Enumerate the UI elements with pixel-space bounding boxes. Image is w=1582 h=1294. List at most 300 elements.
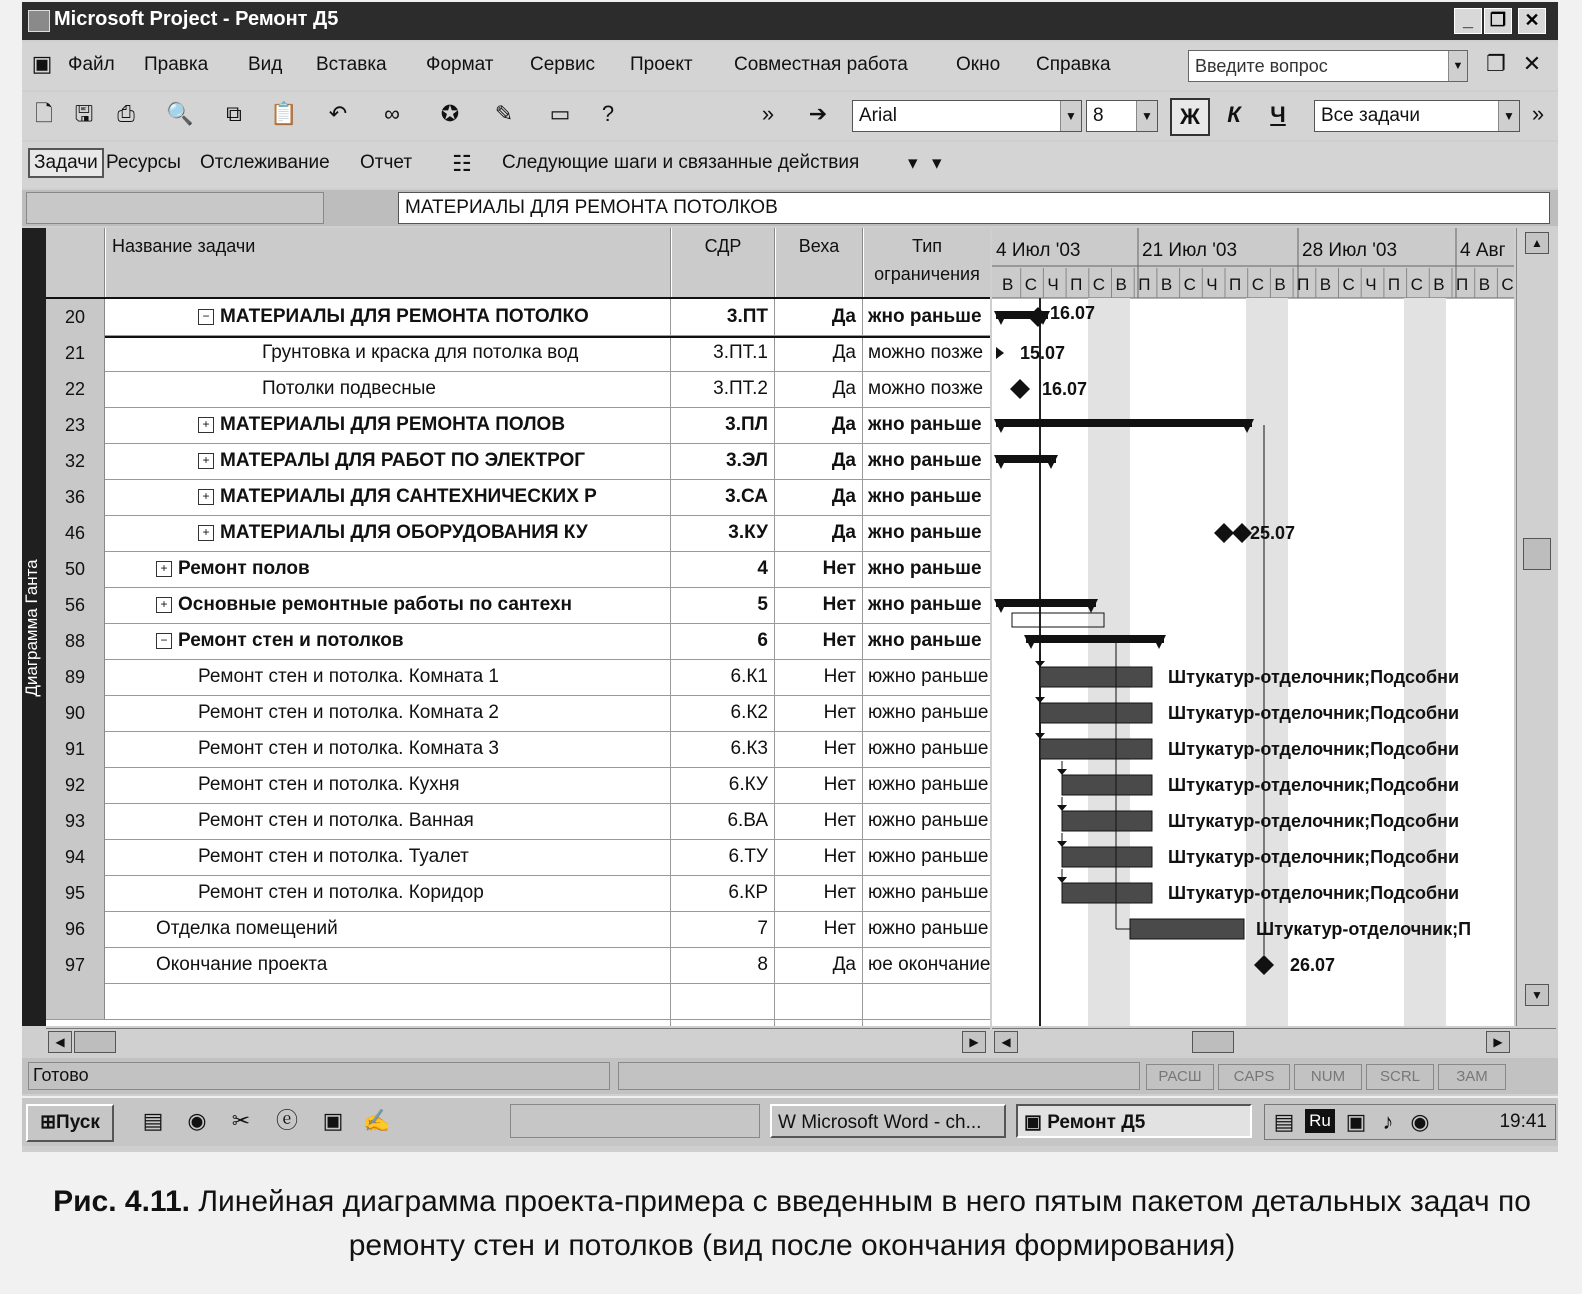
constraint-cell[interactable]: можно позже bbox=[868, 342, 984, 363]
row-id[interactable]: 50 bbox=[46, 551, 105, 587]
expand-icon[interactable]: + bbox=[156, 597, 172, 613]
row-id[interactable]: 20 bbox=[46, 299, 105, 335]
constraint-cell[interactable]: жно раньше bbox=[868, 630, 982, 651]
milestone-date-97: 26.07 bbox=[1290, 955, 1336, 975]
resource-label-94: Штукатур-отделочник;Подсобни bbox=[1168, 847, 1460, 867]
task-name-cell[interactable] bbox=[106, 407, 670, 443]
wbs-cell[interactable]: 3.ПТ.1 bbox=[713, 342, 768, 363]
row-header-corner[interactable] bbox=[46, 228, 105, 299]
table-row[interactable] bbox=[46, 911, 990, 948]
task-name: Окончание проекта bbox=[156, 954, 328, 975]
dependency-arrow bbox=[1035, 661, 1045, 667]
browser-icon[interactable]: ⓔ bbox=[275, 1108, 298, 1133]
resource-label-91: Штукатур-отделочник;Подсобни bbox=[1168, 739, 1460, 759]
guide-toggle-icon[interactable]: ☷ bbox=[452, 151, 472, 176]
menu-insert[interactable]: Вставка bbox=[316, 54, 387, 75]
milestone-cell[interactable]: Нет bbox=[822, 630, 856, 651]
timescale-week-label: 28 Июл '03 bbox=[1302, 240, 1398, 261]
help-icon[interactable]: ? bbox=[601, 101, 615, 126]
wbs-cell[interactable]: 3.КУ bbox=[728, 522, 768, 543]
window-title: Microsoft Project - Ремонт Д5 bbox=[54, 8, 339, 30]
task-name-cell[interactable] bbox=[106, 479, 670, 515]
task-name-cell[interactable] bbox=[106, 767, 670, 803]
constraint-cell[interactable]: южно раньше bbox=[868, 882, 989, 903]
table-row[interactable] bbox=[46, 479, 990, 516]
vertical-scrollbar[interactable] bbox=[1516, 228, 1557, 1026]
row-id[interactable] bbox=[46, 983, 105, 1019]
milestone-cell[interactable]: Нет bbox=[823, 702, 856, 723]
scroll-thumb[interactable] bbox=[74, 1031, 116, 1053]
task-name-cell[interactable] bbox=[106, 371, 670, 407]
timescale-day-label: С bbox=[1342, 275, 1355, 294]
row-id[interactable]: 92 bbox=[46, 767, 105, 803]
entry-field-value: МАТЕРИАЛЫ ДЛЯ РЕМОНТА ПОТОЛКОВ bbox=[405, 197, 778, 218]
task-name: Ремонт полов bbox=[178, 558, 310, 579]
expand-icon[interactable]: + bbox=[198, 489, 214, 505]
wbs-cell[interactable]: 6.КР bbox=[728, 882, 768, 903]
milestone-cell[interactable]: Да bbox=[831, 450, 856, 471]
constraint-cell[interactable]: южно раньше bbox=[868, 738, 989, 759]
milestone-21 bbox=[996, 347, 1004, 359]
volume-icon[interactable]: ♪ bbox=[1382, 1109, 1394, 1134]
expand-icon[interactable]: + bbox=[198, 525, 214, 541]
windows-logo-icon: ⊞ bbox=[40, 1112, 57, 1133]
menu-view[interactable]: Вид bbox=[248, 54, 283, 75]
task-name-cell[interactable] bbox=[106, 299, 670, 335]
milestone-cell[interactable]: Да bbox=[831, 306, 856, 327]
resource-label-95: Штукатур-отделочник;Подсобни bbox=[1168, 883, 1460, 903]
task-bar-91 bbox=[1040, 739, 1152, 759]
timescale-day-label: П bbox=[1070, 275, 1083, 294]
arrow-right-icon[interactable]: ➔ bbox=[808, 101, 828, 126]
row-id[interactable]: 90 bbox=[46, 695, 105, 731]
table-row[interactable] bbox=[46, 299, 990, 336]
next-steps-dropdown[interactable]: Следующие шаги и связанные действия bbox=[502, 152, 860, 173]
task-name: Ремонт стен и потолка. Комната 2 bbox=[198, 702, 499, 723]
wbs-cell[interactable]: 3.ПТ bbox=[726, 306, 768, 327]
chevron-down-icon[interactable]: ▼ bbox=[1498, 101, 1519, 131]
copy-picture-icon[interactable]: ▭ bbox=[549, 101, 571, 126]
view-bar[interactable] bbox=[22, 228, 46, 1026]
task-name-cell[interactable] bbox=[106, 551, 670, 587]
menu-file[interactable]: Файл bbox=[68, 54, 115, 75]
gantt-chart[interactable] bbox=[992, 228, 1514, 1026]
table-row[interactable] bbox=[46, 803, 990, 840]
summary-bar-88 bbox=[1026, 635, 1164, 643]
column-header-constraint-line1: Тип bbox=[911, 236, 942, 256]
task-name-cell[interactable] bbox=[106, 443, 670, 479]
wbs-cell[interactable]: 6.К3 bbox=[730, 738, 768, 759]
desktop-icon[interactable]: ▤ bbox=[142, 1108, 164, 1133]
constraint-cell[interactable]: южно раньше bbox=[868, 846, 989, 867]
view-bar-label: Диаграмма Ганта bbox=[22, 559, 41, 697]
milestone-20 bbox=[1028, 307, 1048, 327]
dependency-arrow bbox=[1057, 805, 1067, 811]
milestone-cell[interactable]: Нет bbox=[823, 774, 856, 795]
timescale-day-label: В bbox=[1115, 275, 1127, 294]
timescale-day-label: П bbox=[1456, 275, 1469, 294]
row-id[interactable]: 23 bbox=[46, 407, 105, 443]
status-ovr-indicator: ЗАМ bbox=[1438, 1064, 1506, 1090]
copy-icon[interactable]: ⧉ bbox=[226, 101, 242, 126]
task-name-cell[interactable] bbox=[106, 911, 670, 947]
gantt-chart-svg bbox=[992, 228, 1514, 1026]
task-name-cell[interactable] bbox=[106, 587, 670, 623]
menu-format[interactable]: Формат bbox=[426, 54, 494, 75]
taskbar-project-button[interactable] bbox=[1016, 1104, 1252, 1138]
task-bar-96 bbox=[1130, 919, 1244, 939]
start-button[interactable] bbox=[26, 1104, 114, 1142]
task-bar-95 bbox=[1062, 883, 1152, 903]
task-name-cell[interactable] bbox=[106, 731, 670, 767]
timescale-day-label: С bbox=[1183, 275, 1196, 294]
task-name: МАТЕРИАЛЫ ДЛЯ ОБОРУДОВАНИЯ КУ bbox=[220, 522, 588, 543]
monitor-icon[interactable]: ▣ bbox=[1345, 1109, 1367, 1134]
row-id[interactable]: 32 bbox=[46, 443, 105, 479]
italic-button[interactable]: К bbox=[1227, 102, 1241, 127]
task-name: Ремонт стен и потолка. Ванная bbox=[198, 810, 474, 831]
taskbar bbox=[22, 1096, 1558, 1146]
wbs-cell[interactable]: 5 bbox=[757, 594, 768, 615]
dependency-arrow bbox=[1057, 841, 1067, 847]
guide-tasks-button[interactable]: Задачи bbox=[28, 148, 104, 178]
document-icon[interactable]: ▣ bbox=[31, 51, 53, 76]
ask-question-input[interactable] bbox=[1188, 50, 1468, 82]
scroll-left-icon[interactable]: ◀ bbox=[994, 1031, 1018, 1053]
task-name-cell[interactable] bbox=[106, 695, 670, 731]
column-header-constraint[interactable] bbox=[864, 228, 990, 299]
timescale-day-label: С bbox=[1501, 275, 1514, 294]
expand-icon[interactable]: + bbox=[198, 453, 214, 469]
menu-help[interactable]: Справка bbox=[1036, 54, 1111, 75]
timescale-week-label: 4 Авг bbox=[1460, 240, 1506, 261]
table-row[interactable] bbox=[46, 767, 990, 804]
restore-button[interactable]: ❐ bbox=[1484, 8, 1512, 34]
milestone-cell[interactable]: Нет bbox=[822, 558, 856, 579]
table-row[interactable] bbox=[46, 659, 990, 696]
row-id[interactable]: 89 bbox=[46, 659, 105, 695]
print-icon[interactable]: ⎙ bbox=[117, 101, 135, 126]
expand-icon[interactable]: + bbox=[156, 561, 172, 577]
scroll-thumb[interactable] bbox=[1192, 1031, 1234, 1053]
timescale-day-label: В bbox=[1478, 275, 1491, 294]
milestone-cell[interactable]: Да bbox=[832, 378, 856, 399]
table-row[interactable] bbox=[46, 695, 990, 732]
column-header-milestone[interactable] bbox=[776, 228, 863, 299]
chevron-down-icon[interactable]: ▼ bbox=[1136, 101, 1157, 131]
scroll-right-icon[interactable]: ▶ bbox=[962, 1031, 986, 1053]
wbs-cell[interactable]: 3.ЭЛ bbox=[726, 450, 768, 471]
column-header-name[interactable] bbox=[106, 228, 671, 299]
task-name: Ремонт стен и потолка. Комната 1 bbox=[198, 666, 499, 687]
column-header-milestone-label: Веха bbox=[798, 236, 840, 256]
table-row[interactable] bbox=[46, 335, 990, 372]
table-row[interactable] bbox=[46, 947, 990, 984]
milestone-cell[interactable]: Да bbox=[831, 486, 856, 507]
task-name: Ремонт стен и потолка. Туалет bbox=[198, 846, 469, 867]
constraint-cell[interactable]: южно раньше bbox=[868, 702, 989, 723]
guide-report-button[interactable]: Отчет bbox=[360, 152, 413, 173]
clock: 19:41 bbox=[1499, 1111, 1547, 1132]
language-indicator[interactable]: Ru bbox=[1305, 1109, 1335, 1133]
milestone-cell[interactable]: Нет bbox=[823, 846, 856, 867]
milestone-date-22: 16.07 bbox=[1042, 379, 1088, 399]
timescale-day-label: В bbox=[1319, 275, 1332, 294]
menu-window[interactable]: Окно bbox=[956, 54, 1001, 75]
timescale-day-label: С bbox=[1024, 275, 1037, 294]
milestone-cell[interactable]: Нет bbox=[823, 738, 856, 759]
timescale-day-label: П bbox=[1138, 275, 1151, 294]
split-icon[interactable]: ✎ bbox=[494, 101, 514, 126]
wbs-cell[interactable]: 6.ТУ bbox=[728, 846, 768, 867]
row-id[interactable]: 91 bbox=[46, 731, 105, 767]
milestone-cell[interactable]: Да bbox=[832, 954, 856, 975]
resource-label-90: Штукатур-отделочник;Подсобни bbox=[1168, 703, 1460, 723]
wbs-cell[interactable]: 3.ПЛ bbox=[725, 414, 768, 435]
timescale-day-label: В bbox=[1002, 275, 1014, 294]
constraint-cell[interactable]: жно раньше bbox=[868, 306, 982, 327]
task-bar-92 bbox=[1062, 775, 1152, 795]
constraint-cell[interactable]: жно раньше bbox=[868, 486, 982, 507]
chevron-down-icon[interactable]: ▼ bbox=[1448, 51, 1467, 81]
figure-caption bbox=[22, 1180, 1562, 1268]
table-row[interactable] bbox=[46, 515, 990, 552]
task-bar-94 bbox=[1062, 847, 1152, 867]
system-tray bbox=[1264, 1104, 1556, 1140]
column-header-wbs[interactable] bbox=[672, 228, 775, 299]
table-row[interactable] bbox=[46, 623, 990, 660]
status-caps-indicator: CAPS bbox=[1218, 1064, 1290, 1090]
entry-bar bbox=[22, 190, 1558, 226]
font-size-select[interactable] bbox=[1086, 100, 1158, 132]
menu-bar bbox=[22, 42, 1558, 90]
row-id[interactable]: 56 bbox=[46, 587, 105, 623]
more-buttons-icon[interactable]: » bbox=[761, 101, 775, 126]
app-icon bbox=[28, 10, 50, 32]
entry-bar-left bbox=[26, 192, 324, 224]
chevron-down-icon[interactable]: ▾ bbox=[908, 153, 918, 174]
row-id[interactable]: 36 bbox=[46, 479, 105, 515]
row-id[interactable]: 94 bbox=[46, 839, 105, 875]
taskbar-word-button[interactable] bbox=[770, 1104, 1006, 1138]
wbs-cell[interactable]: 3.СА bbox=[725, 486, 768, 507]
taskbar-empty-button[interactable] bbox=[510, 1104, 760, 1138]
wbs-cell[interactable]: 6.К2 bbox=[730, 702, 768, 723]
table-row[interactable] bbox=[46, 731, 990, 768]
print-preview-icon[interactable]: 🔍 bbox=[166, 101, 194, 126]
task-name-cell[interactable] bbox=[106, 623, 670, 659]
task-name-cell[interactable] bbox=[106, 947, 670, 983]
dependency-arrow bbox=[1057, 877, 1067, 883]
table-row[interactable] bbox=[46, 443, 990, 480]
wbs-cell[interactable]: 7 bbox=[757, 918, 768, 939]
milestone-cell[interactable]: Нет bbox=[822, 594, 856, 615]
wbs-cell[interactable]: 8 bbox=[757, 954, 768, 975]
table-horizontal-scrollbar[interactable] bbox=[46, 1028, 990, 1055]
scroll-thumb[interactable] bbox=[1523, 538, 1551, 570]
milestone-cell[interactable]: Да bbox=[832, 342, 856, 363]
task-name: МАТЕРИАЛЫ ДЛЯ РЕМОНТА ПОЛОВ bbox=[220, 414, 566, 435]
toolbar-options-icon[interactable]: » bbox=[1531, 101, 1545, 126]
milestone-cell[interactable]: Нет bbox=[823, 810, 856, 831]
close-button[interactable]: ✕ bbox=[1518, 8, 1546, 34]
menu-collaborate[interactable]: Совместная работа bbox=[734, 54, 908, 75]
task-bar-93 bbox=[1062, 811, 1152, 831]
status-scrl-indicator: SCRL bbox=[1366, 1064, 1434, 1090]
paste-icon[interactable]: 📋 bbox=[270, 101, 298, 126]
gantt-horizontal-scrollbar[interactable] bbox=[992, 1028, 1556, 1055]
chevron-down-icon[interactable]: ▼ bbox=[1060, 101, 1081, 131]
wbs-cell[interactable]: 6.КУ bbox=[728, 774, 768, 795]
resource-label-92: Штукатур-отделочник;Подсобни bbox=[1168, 775, 1460, 795]
collapse-icon[interactable]: − bbox=[198, 309, 214, 325]
constraint-cell[interactable]: жно раньше bbox=[868, 558, 982, 579]
media-icon[interactable]: ◉ bbox=[187, 1108, 207, 1133]
row-id[interactable]: 88 bbox=[46, 623, 105, 659]
nonworking-time-band bbox=[1246, 298, 1288, 1026]
scroll-down-icon[interactable]: ▼ bbox=[1525, 984, 1549, 1006]
timescale-week-label: 4 Июл '03 bbox=[996, 240, 1081, 261]
status-ext-indicator: РАСШ bbox=[1146, 1064, 1214, 1090]
resource-label-93: Штукатур-отделочник;Подсобни bbox=[1168, 811, 1460, 831]
task-name-cell[interactable] bbox=[106, 335, 670, 371]
timescale-day-label: Ч bbox=[1047, 275, 1059, 294]
filter-select[interactable] bbox=[1314, 100, 1520, 132]
table-row[interactable] bbox=[46, 551, 990, 588]
milestone-cell[interactable]: Да bbox=[831, 414, 856, 435]
row-id[interactable]: 93 bbox=[46, 803, 105, 839]
task-name: Отделка помещений bbox=[156, 918, 338, 939]
task-name: Ремонт стен и потолка. Кухня bbox=[198, 774, 460, 795]
milestone-46a bbox=[1214, 523, 1234, 543]
task-name: Потолки подвесные bbox=[262, 378, 436, 399]
constraint-cell[interactable]: южно раньше bbox=[868, 918, 989, 939]
table-row[interactable] bbox=[46, 407, 990, 444]
wbs-cell[interactable]: 3.ПТ.2 bbox=[713, 378, 768, 399]
bold-button[interactable]: Ж bbox=[1170, 98, 1210, 136]
wbs-cell[interactable]: 4 bbox=[757, 558, 768, 579]
editor-icon[interactable]: ✍ bbox=[363, 1108, 391, 1133]
entry-field[interactable] bbox=[398, 192, 1550, 224]
milestone-cell[interactable]: Нет bbox=[823, 666, 856, 687]
scroll-left-icon[interactable]: ◀ bbox=[48, 1031, 72, 1053]
table-row[interactable] bbox=[46, 839, 990, 876]
timescale-day-label: П bbox=[1387, 275, 1401, 294]
milestone-date-20: 16.07 bbox=[1050, 303, 1096, 323]
milestone-cell[interactable]: Нет bbox=[823, 882, 856, 903]
menu-tools[interactable]: Сервис bbox=[530, 54, 596, 75]
constraint-cell[interactable]: жно раньше bbox=[868, 450, 982, 471]
table-row[interactable] bbox=[46, 587, 990, 624]
guide-resources-button[interactable]: Ресурсы bbox=[106, 152, 181, 173]
link-tasks-icon[interactable]: ∞ bbox=[384, 101, 400, 126]
timescale-day-label: П bbox=[1297, 275, 1310, 294]
explorer-icon[interactable]: ▣ bbox=[322, 1108, 344, 1133]
doc-close-icon[interactable]: ✕ bbox=[1522, 51, 1542, 76]
constraint-cell[interactable]: можно позже bbox=[868, 378, 984, 399]
toolbar-options-icon[interactable]: ▾ bbox=[932, 153, 942, 174]
constraint-cell[interactable]: южно раньше bbox=[868, 810, 989, 831]
save-icon[interactable]: 🖫 bbox=[74, 101, 94, 126]
wbs-cell[interactable]: 6.ВА bbox=[727, 810, 768, 831]
row-id[interactable]: 46 bbox=[46, 515, 105, 551]
row-id[interactable]: 21 bbox=[46, 335, 105, 371]
network-icon[interactable]: ▤ bbox=[1273, 1109, 1295, 1134]
collapse-icon[interactable]: − bbox=[156, 633, 172, 649]
constraint-cell[interactable]: жно раньше bbox=[868, 414, 982, 435]
new-icon[interactable]: 🗋 bbox=[35, 101, 53, 126]
timescale-day-label: С bbox=[1251, 275, 1264, 294]
constraint-cell[interactable]: южно раньше bbox=[868, 666, 989, 687]
scroll-right-icon[interactable]: ▶ bbox=[1486, 1031, 1510, 1053]
underline-button[interactable]: Ч bbox=[1270, 102, 1286, 127]
constraint-cell[interactable]: жно раньше bbox=[868, 522, 982, 543]
resource-label-89: Штукатур-отделочник;Подсобни bbox=[1168, 667, 1460, 687]
milestone-date-46: 25.07 bbox=[1250, 523, 1296, 543]
expand-icon[interactable]: + bbox=[198, 417, 214, 433]
tool-icon[interactable]: ✂ bbox=[231, 1108, 251, 1133]
doc-restore-icon[interactable]: ❐ bbox=[1486, 51, 1506, 76]
font-name-select[interactable] bbox=[852, 100, 1082, 132]
task-name: Ремонт стен и потолка. Комната 3 bbox=[198, 738, 499, 759]
constraint-cell[interactable]: юе окончание bbox=[868, 954, 990, 975]
dependency-arrow bbox=[1057, 769, 1067, 775]
table-row[interactable] bbox=[46, 371, 990, 408]
table-row-empty[interactable] bbox=[46, 983, 990, 1020]
timescale-day-label: П bbox=[1229, 275, 1242, 294]
milestone-cell[interactable]: Да bbox=[831, 522, 856, 543]
wbs-cell[interactable]: 6 bbox=[757, 630, 768, 651]
task-name-cell[interactable] bbox=[106, 803, 670, 839]
milestone-cell[interactable]: Нет bbox=[823, 918, 856, 939]
row-id[interactable]: 96 bbox=[46, 911, 105, 947]
undo-icon[interactable]: ↶ bbox=[328, 101, 348, 126]
task-name: Ремонт стен и потолков bbox=[178, 630, 404, 651]
task-name-cell[interactable] bbox=[106, 659, 670, 695]
status-panel bbox=[618, 1062, 1140, 1090]
task-name-cell[interactable] bbox=[106, 515, 670, 551]
row-id[interactable]: 22 bbox=[46, 371, 105, 407]
menu-edit[interactable]: Правка bbox=[144, 54, 209, 75]
constraint-cell[interactable]: южно раньше bbox=[868, 774, 989, 795]
start-label: Пуск bbox=[56, 1112, 100, 1133]
table-row[interactable] bbox=[46, 875, 990, 912]
figure-label: Рис. 4.11. bbox=[53, 1185, 190, 1218]
task-name-cell[interactable] bbox=[106, 875, 670, 911]
minimize-button[interactable]: _ bbox=[1454, 8, 1482, 34]
wbs-cell[interactable]: 6.К1 bbox=[730, 666, 768, 687]
dependency-arrow bbox=[1035, 697, 1045, 703]
guide-tracking-button[interactable]: Отслеживание bbox=[200, 152, 330, 173]
menu-project[interactable]: Проект bbox=[630, 54, 693, 75]
column-header-constraint-line2: ограничения bbox=[874, 264, 980, 284]
toolbar bbox=[22, 92, 1558, 140]
antivirus-icon[interactable]: ◉ bbox=[1410, 1109, 1430, 1134]
resource-label-96: Штукатур-отделочник;П bbox=[1256, 919, 1472, 939]
timescale-day-label: Ч bbox=[1365, 275, 1377, 294]
assign-resources-icon[interactable]: ✪ bbox=[440, 101, 460, 126]
taskbar-word-label: Microsoft Word - ch... bbox=[801, 1112, 982, 1133]
status-text-box bbox=[28, 1062, 610, 1090]
constraint-cell[interactable]: жно раньше bbox=[868, 594, 982, 615]
title-bar bbox=[22, 2, 1558, 40]
scroll-up-icon[interactable]: ▲ bbox=[1525, 232, 1549, 254]
timescale-week-label: 21 Июл '03 bbox=[1142, 240, 1238, 261]
timescale-day-label: В bbox=[1433, 275, 1445, 294]
row-id[interactable]: 97 bbox=[46, 947, 105, 983]
task-name-cell[interactable] bbox=[106, 839, 670, 875]
row-id[interactable]: 95 bbox=[46, 875, 105, 911]
